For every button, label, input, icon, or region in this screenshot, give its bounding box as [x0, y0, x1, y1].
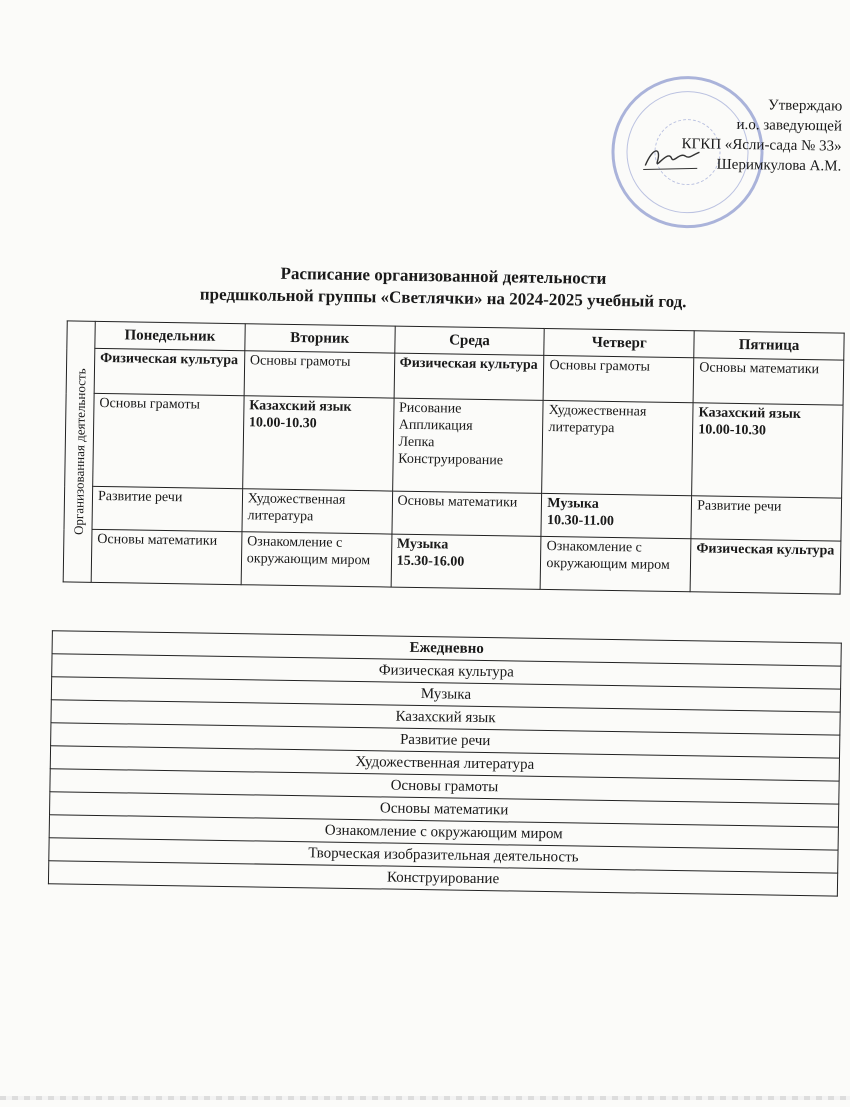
schedule-cell: Основы математики: [91, 529, 242, 584]
approval-line: Утверждаю: [767, 97, 843, 115]
schedule-cell: Музыка 15.30-16.00: [391, 534, 542, 589]
schedule-cell: Основы математики: [693, 358, 844, 405]
daily-item: Конструирование: [48, 861, 837, 896]
schedule-cell: Основы математики: [392, 491, 542, 536]
schedule-table: [63, 320, 845, 594]
day-header: Вторник: [245, 324, 395, 353]
daily-heading: Ежедневно: [52, 631, 841, 666]
side-label-cell: [63, 321, 95, 582]
daily-item: Основы математики: [50, 792, 839, 827]
schedule-cell: Физическая культура: [394, 353, 544, 400]
day-header: Понедельник: [95, 321, 245, 350]
schedule-cell: Рисование Аппликация Лепка Конструирование: [392, 398, 543, 493]
schedule-cell: Ознакомление с окружающим миром: [241, 532, 392, 587]
day-header: Четверг: [544, 328, 694, 357]
scan-edge: [0, 1096, 850, 1100]
approval-block: [681, 94, 842, 177]
schedule-cell: Казахский язык 10.00-10.30: [242, 396, 393, 491]
schedule-cell: Ознакомление с окружающим миром: [541, 536, 692, 591]
schedule-cell: Основы грамоты: [244, 351, 394, 398]
schedule-row: [63, 529, 841, 594]
schedule-cell: Развитие речи: [92, 486, 242, 531]
daily-item: Ознакомление с окружающим миром: [49, 815, 838, 850]
schedule-cell: Основы грамоты: [93, 393, 244, 488]
day-header: Пятница: [694, 331, 844, 360]
daily-item: Основы грамоты: [50, 769, 839, 804]
title-line: Расписание организованной деятельности: [280, 263, 607, 288]
approval-line: Шеримкулова А.М.: [716, 156, 842, 175]
schedule-cell: Развитие речи: [691, 496, 841, 541]
approval-line: КГКП «Ясли-сада № 33»: [681, 136, 842, 155]
schedule-cell: Художественная литература: [542, 400, 693, 495]
schedule-cell: Физическая культура: [690, 539, 841, 594]
daily-item: Музыка: [51, 677, 840, 712]
title-line: предшкольной группы «Светлячки» на 2024-2025 учебный год.: [199, 284, 687, 312]
schedule-cell: Основы грамоты: [543, 355, 693, 402]
daily-item: Казахский язык: [51, 700, 840, 735]
approval-line: и.о. заведующей: [736, 116, 843, 135]
day-header: Среда: [394, 326, 544, 355]
schedule-cell: Казахский язык 10.00-10.30: [692, 403, 843, 498]
schedule-cell: Художественная литература: [242, 489, 392, 534]
daily-item: Физическая культура: [52, 654, 841, 689]
document-title: [43, 259, 844, 316]
daily-item: Художественная литература: [50, 746, 839, 781]
schedule-cell: Музыка 10.30-11.00: [541, 493, 691, 538]
daily-item: Творческая изобразительная деятельность: [49, 838, 838, 873]
schedule-row: [65, 393, 843, 498]
daily-item: Развитие речи: [51, 723, 840, 758]
schedule-cell: Физическая культура: [94, 348, 244, 395]
side-label: Организованная деятельность: [70, 368, 89, 536]
daily-activities-table: [48, 630, 842, 896]
